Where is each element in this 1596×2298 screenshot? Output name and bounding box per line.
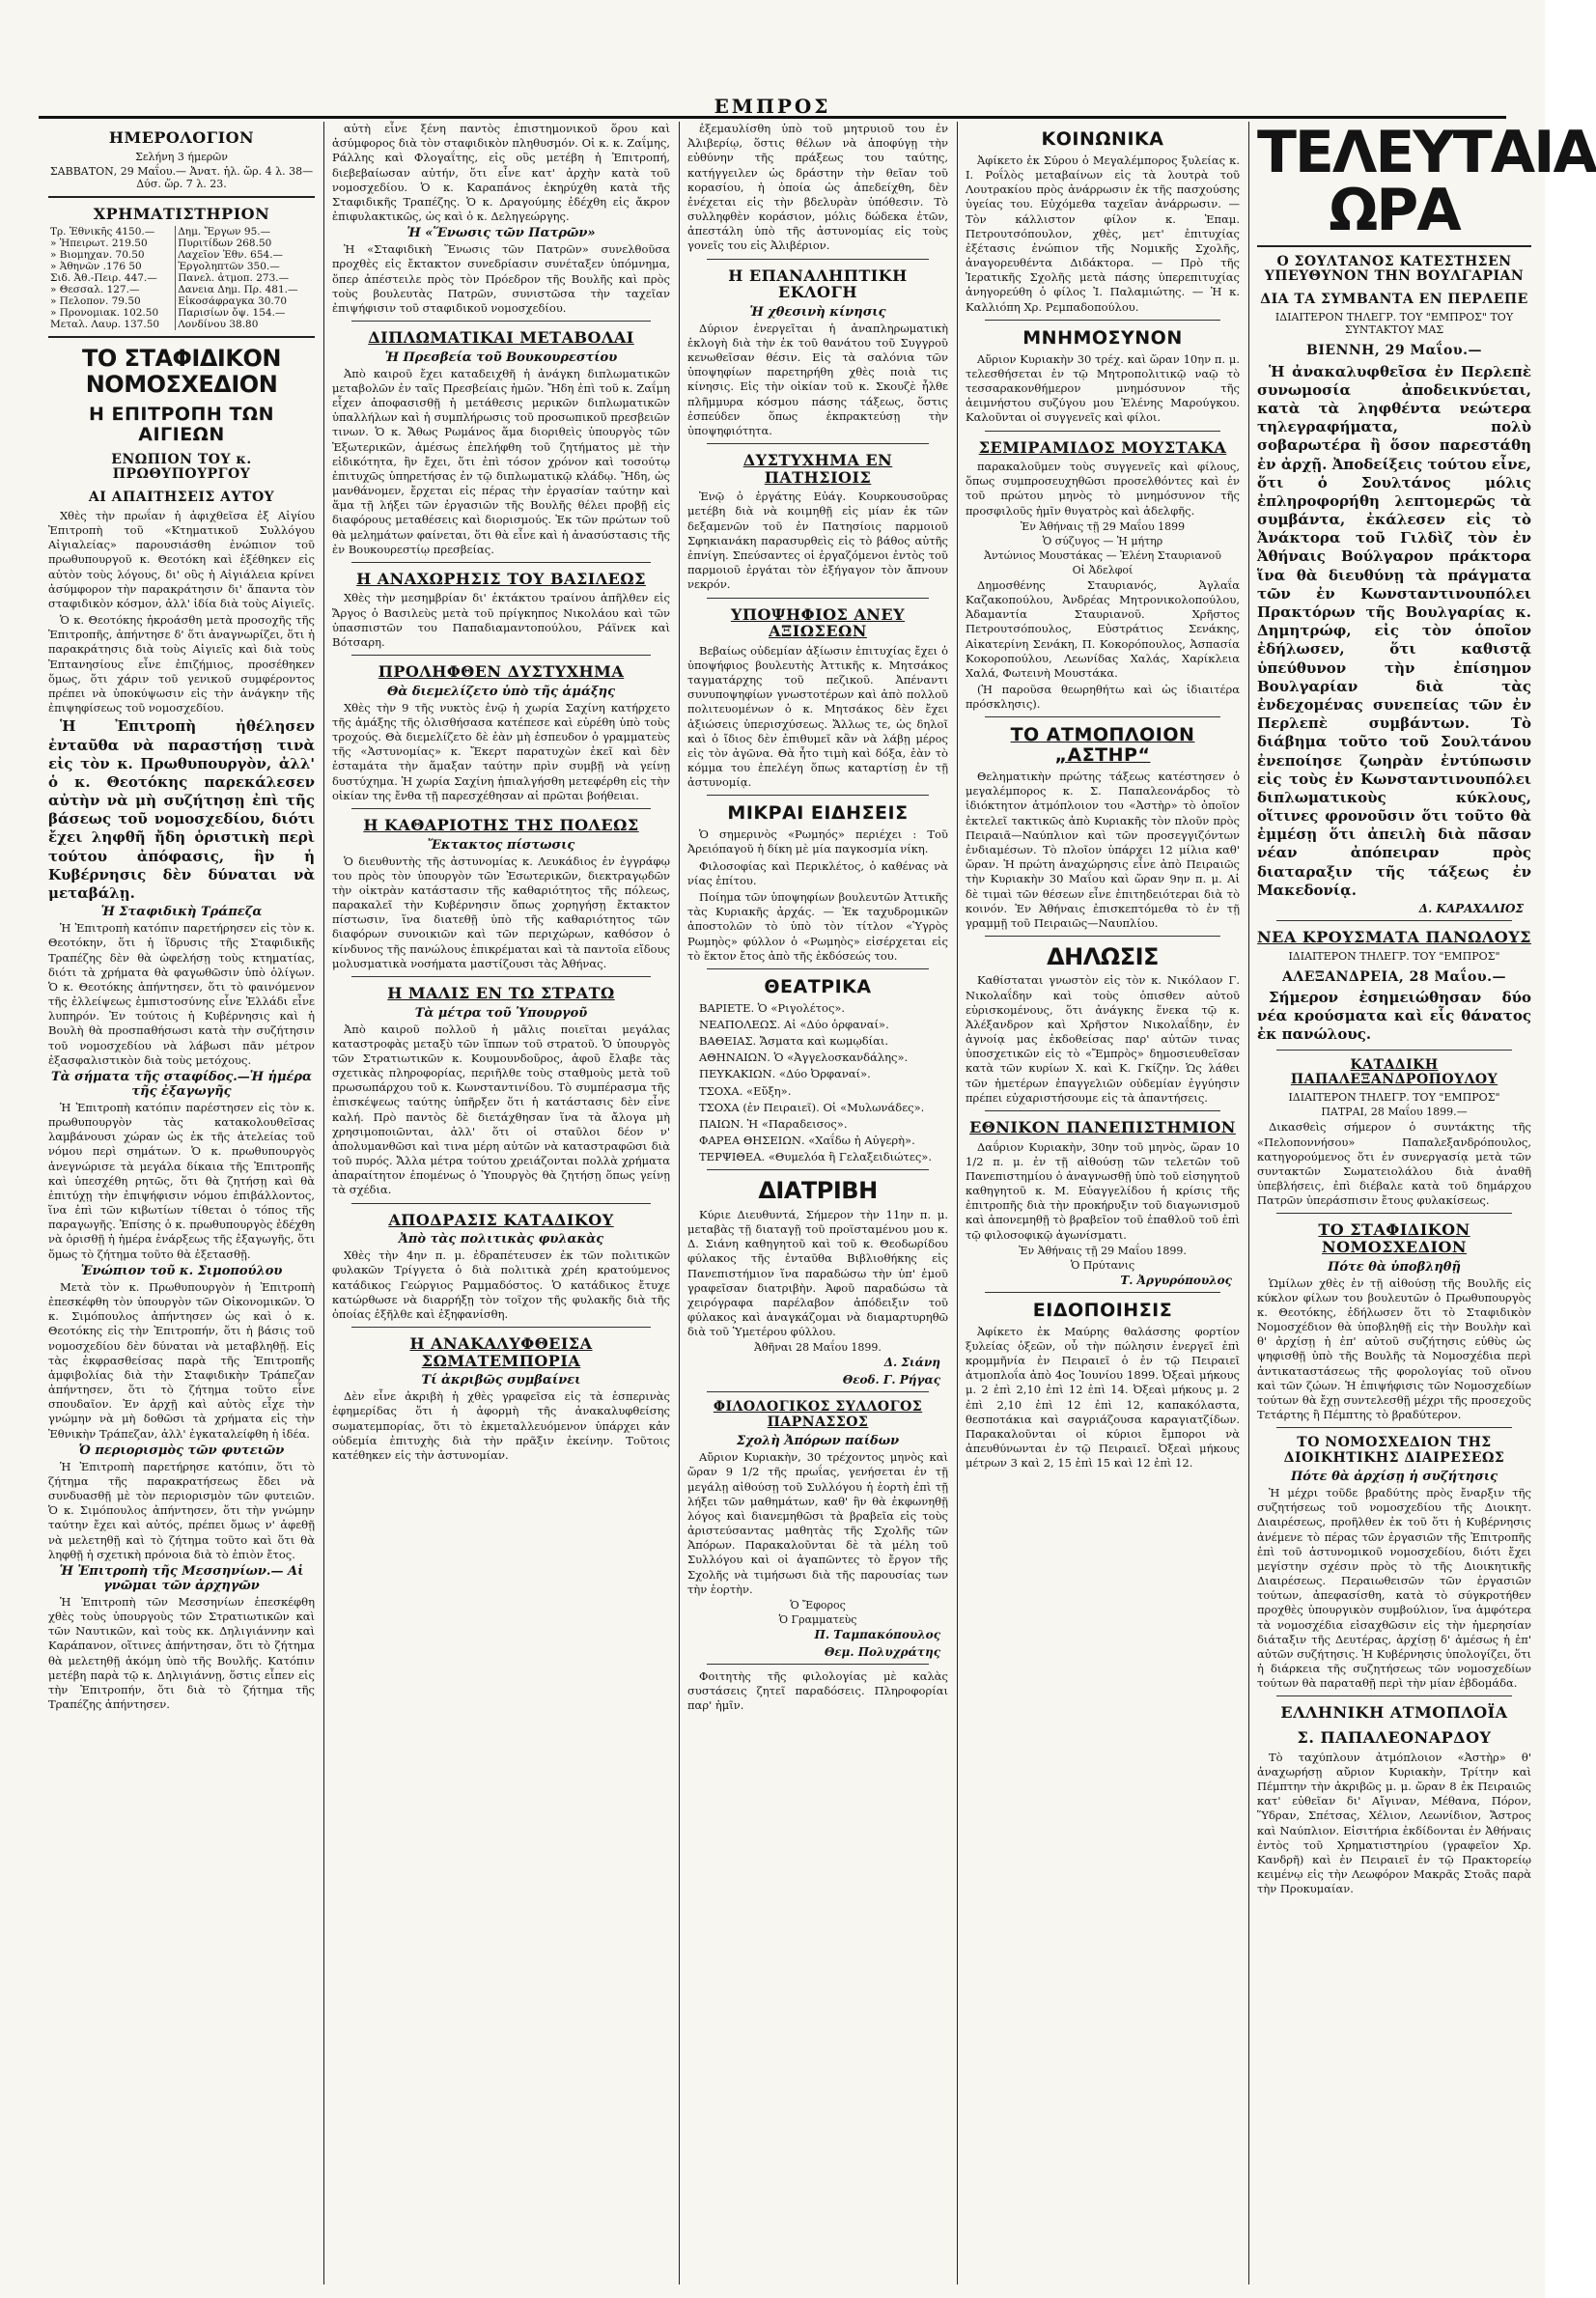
- article-subheadline: Πότε θὰ ὑποβληθῇ: [1328, 1259, 1461, 1275]
- article-paragraph: Ἐνῷ ὁ ἐργάτης Εὐάγ. Κουρκουσοῦρας μετέβη διὰ νὰ κοιμηθῇ εἰς μίαν ἐκ τῶν δεξαμενῶν τοῦ ἐν Πατησίοις παρμοιοῦ Σφηκιανάκη παρασυρθεὶς εἰς τὸ βάθος αὐτῆς ἐπνίγη. Σπεύσαντες οἱ ἐργαζόμενοι ἐντὸς τοῦ παρμοιοῦ ἐργάται τὸν ἐξήγαγον τὸν ἄπνουν νεκρόν.: [687, 490, 948, 592]
- article-subheadline: Ἀπὸ τὰς πολιτικὰς φυλακὰς: [398, 1232, 604, 1247]
- exchange-cell: Μεταλ. Λαυρ. 137.50: [48, 319, 176, 330]
- article-subheadline: Πότε θὰ ἀρχίσῃ ἡ συζήτησις: [1290, 1470, 1498, 1485]
- article-paragraph: Χθὲς τὴν μεσημβρίαν δι' ἐκτάκτου τραίνου ἀπῆλθεν εἰς Ἄργος ὁ Βασιλεὺς μετὰ τοῦ πρίγκηπος Νικολάου καὶ τῶν ὑπασπιστῶν του Παπαδιαμαντοπούλου, Ράϊνεκ καὶ Βότσαρη.: [332, 591, 670, 649]
- article-headline: ΑΠΟΔΡΑΣΙΣ ΚΑΤΑΔΙΚΟΥ: [388, 1210, 614, 1229]
- article-headline: Η ΚΑΘΑΡΙΟΤΗΣ ΤΗΣ ΠΟΛΕΩΣ: [363, 815, 639, 834]
- theater-list: [687, 1001, 948, 1165]
- article-headline: ΔΙΠΛΩΜΑΤΙΚΑΙ ΜΕΤΑΒΟΛΑΙ: [368, 328, 634, 348]
- signature: Οἱ Ἀδελφοί: [1072, 563, 1134, 576]
- list-item: ΒΑΘΕΙΑΣ. Ἄσματα καὶ κωμῳδίαι.: [699, 1034, 889, 1049]
- article-headline: ΤΟ ΣΤΑΦΙΔΙΚΟΝ ΝΟΜΟΣΧΕΔΙΟΝ: [82, 345, 281, 398]
- separator: [707, 259, 929, 260]
- section-heading: Ἡ «Ἕνωσις τῶν Πατρῶν»: [406, 226, 596, 241]
- list-item: ΤΕΡΨΙΘΕΑ. «Θυμελόα ἢ Γελαξειδιώτες».: [699, 1150, 932, 1164]
- separator: [985, 936, 1220, 937]
- article-headline: Η ΑΝΑΚΑΛΥΦΘΕΙΣΑ ΣΩΜΑΤΕΜΠΟΡΙΑ: [409, 1334, 593, 1370]
- exchange-cell: » Βιομηχαν. 70.50: [48, 249, 176, 261]
- article-headline: ΤΟ ΝΟΜΟΣΧΕΔΙΟΝ ΤΗΣ ΔΙΟΙΚΗΤΙΚΗΣ ΔΙΑΙΡΕΣΕΩΣ: [1283, 1435, 1505, 1466]
- last-hour-headline: ΤΕΛΕΥΤΑΙΑ ΩΡΑ: [1257, 119, 1596, 244]
- article-paragraph: Δικασθεὶς σήμερον ὁ συντάκτης τῆς «Πελοποννήσου» Παπαλεξανδρόπουλος, κατηγορούμενος ὅτι ἐν συνεργασίᾳ μετὰ τῶν συντακτῶν Σωματειολάλου διὰ ἀναθῆ ὑπεβλήσεις, ἐπὶ διέβαλε κατὰ τοῦ δημάρχου Πατρῶν ὑπεράσπισιν ἔτους φυλακίσεως.: [1257, 1120, 1531, 1208]
- article-subheadline: ΔΙΑ ΤΑ ΣΥΜΒΑΝΤΑ ΕΝ ΠΕΡΛΕΠΕ: [1260, 291, 1528, 307]
- article-paragraph: Ἡ Ἐπιτροπὴ παρετήρησε κατόπιν, ὅτι τὸ ζήτημα τῆς παρακρατήσεως ἔδει νὰ συνδυασθῇ μὲ τὸν περιορισμὸν τῶν φυτειῶν. Ὁ κ. Σιμόπουλος ἀπήντησεν, ὅτι τὴν γνώμην ταύτην ἔχει καὶ αὐτός, πρέπει ὅμως ν' ἀφεθῇ νὰ μελετηθῇ καὶ τὸ ζήτημα τοῦτο καὶ ὅτι θὰ ληφθῇ ἡ σχετικὴ πρόνοια διὰ τὸ ἐπιὸν ἔτος.: [48, 1459, 315, 1561]
- table-row: [48, 307, 315, 319]
- exchange-cell: Πυριτίδων 268.50: [178, 238, 272, 250]
- article-subheadline: Σ. ΠΑΠΑΛΕΟΝΑΡΔΟΥ: [1297, 1728, 1492, 1748]
- article-paragraph: Ἡ Ἐπιτροπὴ τῶν Μεσσηνίων ἐπεσκέφθη χθὲς τοὺς ὑπουργοὺς τῶν Στρατιωτικῶν καὶ τῶν Ναυτικῶν, καὶ τοὺς κκ. Δηλιγιάννην καὶ Καράπανον, οἵτινες ἀπήντησαν, ὅτι τὸ ζήτημα θὰ μελετηθῇ ἀκόμη ὑπὸ τῆς Βουλῆς. Κατόπιν μετέβη παρὰ τῷ κ. Δηλιγιάννῃ, ὅστις εἶπεν εἰς τὴν Ἐπιτροπήν, ὅτι διὰ τὸ ζήτημα τῆς Τραπέζης ἀπήντησεν.: [48, 1594, 315, 1712]
- table-row: [48, 261, 315, 272]
- table-row: [48, 226, 315, 238]
- article-headline: ΣΕΜΙΡΑΜΙΔΟΣ ΜΟΥΣΤΑΚΑ: [978, 437, 1227, 457]
- list-item: ΤΣΟΧΑ. «Εὔξη».: [699, 1083, 792, 1098]
- exchange-cell: Λαχεῖον Ἐθν. 654.—: [178, 249, 284, 262]
- dateline: ΑΛΕΞΑΝΔΡΕΙΑ, 28 Μαΐου.—: [1282, 968, 1506, 985]
- separator: [351, 1327, 651, 1328]
- separator: [351, 562, 651, 563]
- article-headline: Ο ΣΟΥΛΤΑΝΟΣ ΚΑΤΕΣΤΗΣΕΝ ΥΠΕΥΘΥΝΟΝ ΤΗΝ ΒΟΥΛΓΑΡΙΑΝ: [1264, 254, 1525, 285]
- article-subheadline: Θὰ διεμελίζετο ὑπὸ τῆς ἁμάξης: [386, 684, 616, 699]
- separator: [1276, 1427, 1512, 1428]
- list-item: ΑΘΗΝΑΙΩΝ. Ὁ «Ἀγγελοσκανδάλης».: [699, 1051, 909, 1065]
- article-subheadline: Ἡ Πρεσβεία τοῦ Βουκουρεστίου: [384, 350, 618, 365]
- article-subheadline: Ἔκτακτος πίστωσις: [427, 837, 575, 853]
- article-paragraph: Βεβαίως οὐδεμίαν ἀξίωσιν ἐπιτυχίας ἔχει ὁ ὑποψήφιος βουλευτὴς Ἀττικῆς κ. Μητσάκος ταγματάρχης τοῦ πεζικοῦ. Ἀπέναντι συνυποψηφίων γνωστοτέρων καὶ ἀπὸ πολλοῦ πολιτευομένων ὁ κ. Μητσάκος δὲν ἔχει ἀξιώσεις ὑπερισχύσεως. Ἄλλως τε, ὡς δηλοῖ καὶ ὁ ἴδιος δὲν ἐπιθυμεῖ κἂν νὰ λάβῃ μέρος εἰς τὸν ἀγῶνα. Θὰ ἦτο τιμὴ καὶ δόξα, ἐὰν τὸ κόμμα του ἐπελέγη ὅπως καταρτίσῃ ἐν τῇ ἀστυνομίᾳ.: [687, 643, 948, 790]
- article-headline: ΕΙΔΟΠΟΙΗΣΙΣ: [1032, 1299, 1173, 1321]
- column-4: [960, 122, 1246, 2284]
- article-headline: ΤΟ ΣΤΑΦΙΔΙΚΟΝ ΝΟΜΟΣΧΕΔΙΟΝ: [1318, 1220, 1470, 1256]
- separator: [707, 1664, 929, 1665]
- column-divider: [679, 122, 680, 2284]
- signature: Τ. Ἀργυρόπουλος: [1120, 1273, 1232, 1287]
- exchange-cell: » Πελοπον. 79.50: [48, 295, 176, 307]
- exchange-cell: Τρ. Ἐθνικῆς 4150.—: [48, 226, 176, 238]
- telegram-source: ΙΔΙΑΙΤΕΡΟΝ ΤΗΛΕΓΡ. ΤΟΥ "ΕΜΠΡΟΣ": [1288, 949, 1500, 963]
- article-paragraph: Δὲν εἶνε ἀκριβὴ ἡ χθὲς γραφεῖσα εἰς τὰ ἑσπερινὰς ἐφημερίδας ὅτι ἡ ἀφορμὴ τῆς ἀνακαλυφθείσης σωματεμπορίας, ὅτι τὸ ἐκμεταλλευόμενον ὑπάρχει κἀν οὐδεμία ἐπιτυχὴς διὰ τὴν πρᾶξιν ἐκείνην. Τοῦτοις κατέθηκεν εἰς τὴν ἀστυνομίαν.: [332, 1389, 670, 1462]
- article-headline: ΦΙΛΟΛΟΓΙΚΟΣ ΣΥΛΛΟΓΟΣ ΠΑΡΝΑΣΣΟΣ: [713, 1399, 923, 1430]
- section-heading: Ὁ περιορισμὸς τῶν φυτειῶν: [78, 1443, 285, 1458]
- exchange-cell: Λονδίνου 38.80: [178, 319, 259, 331]
- separator: [707, 598, 929, 599]
- separator: [707, 968, 929, 969]
- column-2: [326, 122, 676, 2284]
- separator: [1257, 245, 1531, 247]
- exchange-cell: » Προνομιακ. 102.50: [48, 307, 176, 319]
- article-paragraph: Τὸ ταχύπλουν ἀτμόπλοιον «Ἀστὴρ» θ' ἀναχωρήσῃ αὔριον Κυριακὴν, Τρίτην καὶ Πέμπτην τὴν ἀκριβῶς μ. μ. ὥραν 8 ἐκ Πειραιῶς κατ' εὐθεῖαν δι' Αἴγιναν, Μέθανα, Πόρον, Ὕδραν, Σπέτσας, Χέλιον, Λεωνίδιον, Ἄστρος καὶ Ναύπλιον. Εἰσιτήρια ἐκδίδονται ἐν Ἀθήναις ἐντὸς τοῦ Χρηματιστηρίου (γραφεῖον Χρ. Κανδρῆ) καὶ ἐν Πειραιεῖ ἐν τῷ Πρακτορείῳ κειμένῳ εἰς τὴν Λεωφόρον Μακρᾶς Στοᾶς παρὰ τὴν Προκυμαίαν.: [1257, 1750, 1531, 1896]
- article-paragraph: παρακαλοῦμεν τοὺς συγγενεῖς καὶ φίλους, ὅπως συμπροσευχηθῶσι προσελθόντες καὶ ἐν τοῦ πρώτου μηνὸς τὸ μνημόσυνον τῆς προσφιλοῦς ἡμῖν θυγατρὸς καὶ ἀδελφῆς.: [966, 460, 1240, 518]
- article-paragraph: Σήμερον ἐσημειώθησαν δύο νέα κρούσματα καὶ εἷς θάνατος ἐκ πανώλους.: [1257, 988, 1531, 1044]
- dateline: ΠΑΤΡΑΙ, 28 Μαΐου 1899.—: [1321, 1106, 1468, 1119]
- column-5: [1251, 119, 1596, 2284]
- article-paragraph: Δύριον ἐνεργεῖται ἡ ἀναπληρωματικὴ ἐκλογὴ διὰ τὴν ἐκ τοῦ θανάτου τοῦ Συγγροῦ κενωθεῖσαν θέσιν. Εἰς τὰ σαλόνια τῶν ὑποψηφίων παρετηρήθη χθὲς ποιὰ τις κίνησις. Εἰς τὴν οἰκίαν τοῦ κ. Σκουζὲ ἦλθε πλῆμμυρα κόσμου πάσης τάξεως, ὅστις ἐσπεύδεν ὅπως ἐκπρακτεύσῃ τὴν ὑποψηφιότητα.: [687, 321, 948, 437]
- article-paragraph: Κύριε Διευθυντά, Σήμερον τὴν 11ην π. μ. μεταβὰς τῇ διαταγῇ τοῦ προϊσταμένου μου κ. Δ. Σιάνη καθηγητοῦ καὶ τοῦ κ. Θεοδωρίδου φύλακος τῆς ἐνταῦθα Βιβλιοθήκης εἰς Πανεπιστήμιον ἵνα παραδώσω τὴν ὑπ' ἐμοῦ γραφεῖσαν διατριβὴν. Ἀφοῦ παραδώσω τὰ χειρόγραφα παρέλαβον ἀπόδειξιν τοῦ φύλακος καὶ ἀναγκάζομαι νὰ διαμαρτυρηθῶ διὰ τοῦ Ὑμετέρου φύλλου.: [687, 1207, 948, 1339]
- article-paragraph: Ὁ κ. Θεοτόκης ἠκροάσθη μετὰ προσοχῆς τῆς Ἐπιτροπῆς, ἀπήντησε δ' ὅτι ἀναγνωρίζει, ὅτι ἡ παρακράτησις διὰ τοὺς Αἰγιεῖς καὶ διὰ τοὺς Ἐπτανησίους εἶνε ἐπιζήμιος, προσέθηκεν ὅμως, ὅτι χάριν τοῦ γενικοῦ συμφέροντος πρέπει νὰ ὑποκύψωσιν εἰς τὴν ἀνάγκην τῆς ἐπιψηφίσεως τοῦ νομοσχεδίου.: [48, 613, 315, 715]
- article-paragraph: Δαΰριον Κυριακὴν, 30ην τοῦ μηνὸς, ὥραν 10 1/2 π. μ. ἐν τῇ αἰθούσῃ τῶν τελετῶν τοῦ Πανεπιστημίου ὁ ἀναγνωσθῇ ὑπὸ τοῦ εἰσηγητοῦ καθηγητοῦ κ. Μ. Εὐαγγελίδου ἡ κρίσις τῆς ἐπιτροπῆς διὰ τὴν προκήρυξιν τοῦ διαγωνισμοῦ καὶ ἀπονεμηθῇ τὸ βραβεῖον τοῦ ἐπαθλοῦ τοῦ ἐπὶ τῷ φιλοσοφικῷ ἀγωνίσματι.: [966, 1139, 1240, 1242]
- classified-ad: Φοιτητὴς τῆς φιλολογίας μὲ καλὰς συστάσεις ζητεῖ παραδόσεις. Πληροφορίαι παρ' ἡμῖν.: [687, 1668, 948, 1713]
- signature: Ὁ Πρύτανις: [1070, 1258, 1135, 1272]
- article-headline: ΥΠΟΨΗΦΙΟΣ ΑΝΕΥ ΑΞΙΩΣΕΩΝ: [730, 604, 906, 641]
- table-row: [48, 284, 315, 295]
- list-item: ΠΕΥΚΑΚΙΩΝ. «Δύο Ὀρφαναί».: [699, 1067, 871, 1081]
- article-headline: ΔΗΛΩΣΙΣ: [1047, 943, 1159, 971]
- list-item: ΦΑΡΕΑ ΘΗΣΕΙΩΝ. «Χαΐδω ἡ Αὐγερὴ».: [699, 1134, 915, 1148]
- article-subheadline: Η ΕΠΙΤΡΟΠΗ ΤΩΝ ΑΙΓΙΕΩΝ: [89, 403, 274, 445]
- table-row: [48, 238, 315, 249]
- ephemeris-line: Σελήνη 3 ήμερῶν: [135, 150, 228, 163]
- article-paragraph: Ἀπὸ καιροῦ ἔχει καταδειχθῆ ἡ ἀνάγκη διπλωματικῶν μεταβολῶν ἐν ταῖς Πρεσβείαις ἡμῶν. Ἤδη ἐπὶ τοῦ κ. Ζαΐμη εἶχεν ἀποφασισθῇ ἡ μετάθεσις μερικῶν διπλωματικῶν ὑπαλλήλων καὶ ἡ συμπλήρωσις τοῦ προσωπικοῦ πρεσβειῶν τινων. Ὁ κ. Ἄθως Ρωμάνος ἅμα διοριθεὶς ὑπουργὸς τῶν Ἐξωτερικῶν, ἀμέσως ἐπελήφθη τοῦ ζητήματος μὲ τὴν εἰδικότητα, ἣν ἔχει, ὅτι ἐπὶ τόσον χρόνον καὶ τοσούτῳ ἐπιτυχῶς ὑπηρετήσας ἐν τῷ διπλωματικῷ κλάδῳ. Ἤδη, ὡς μανθάνομεν, ἔρχεται εἰς πέρας τὴν ἐργασίαν ταύτην καὶ ἅμα τῇ λήξει τῶν ἐργασιῶν τῆς Βουλῆς θέλει προβῇ εἰς διαφόρους μεταθέσεις καὶ διορισμούς. Ἐκ τῶν πρώτων τοῦ θὰ μελημάτων φαίνεται, ὅτι θὰ εἶνε καὶ ἡ ἀνασύστασις τῆς ἐν Βουκουρεστίῳ πρεσβείας.: [332, 366, 670, 556]
- exchange-section: [48, 206, 315, 331]
- column-divider: [323, 122, 324, 2284]
- signature: Ὁ Γραμματεὺς: [778, 1612, 857, 1626]
- column-divider: [957, 122, 958, 2284]
- ephemeris-title: ΗΜΕΡΟΛΟΓΙΟΝ: [108, 128, 255, 147]
- article-paragraph: Ὁ σημερινὸς «Ρωμηός» περιέχει : Τοῦ Ἀρειόπαγοῦ ἡ δίκη μὲ μία παγκοσμία νίκη.: [687, 827, 948, 856]
- article-paragraph: Ἡ Ἐπιτροπὴ ἠθέλησεν ἐνταῦθα νὰ παραστήσῃ τινὰ εἰς τὸν κ. Πρωθυπουργὸν, ἀλλ' ὁ κ. Θεοτόκης παρεκάλεσεν αὐτὴν νὰ μὴ συζήτησῃ ἐπὶ τῆς βάσεως τοῦ νομοσχεδίου, διότι ἔχει ληφθῆ ἤδη ὁριστικὴ περὶ τούτου ἀπόφασις, ἣν ἡ Κυβέρνησις δὲν δύναται νὰ μεταβάλῃ.: [48, 717, 315, 903]
- article-subheadline: Τὰ μέτρα τοῦ Ὑπουργοῦ: [414, 1005, 588, 1021]
- article-paragraph: Ὡμίλων χθὲς ἐν τῇ αἰθούσῃ τῆς Βουλῆς εἰς κύκλον φίλων του βουλευτῶν ὁ Πρωθυπουργὸς κ. Θεοτόκης, ἐδήλωσεν ὅτι τὸ Σταφιδικὸν Νομοσχέδιον θὰ ὑποβληθῇ εἰς τὴν Βουλὴν καὶ θ' ἀρχίσῃ ἡ ἐπ' αὐτοῦ συζήτησις εὐθὺς ὡς ψηφισθῇ ὑπὸ τῆς Βουλῆς τὰ Νομοσχέδια περὶ ἀντικαταστάσεως τῆς φορολογίας τοῦ οἴνου καὶ τῶν ζώων. Ἡ ἐπιψήφισις τῶν Νομοσχεδίων τούτων θὰ ἔχῃ συντελεσθῇ μέχρι τῆς προσεχοῦς Τετάρτης ἢ Πέμπτης τὸ βραδύτερον.: [1257, 1275, 1531, 1422]
- separator: [985, 431, 1220, 432]
- separator: [351, 976, 651, 977]
- separator: [985, 716, 1220, 717]
- article-headline: ΜΙΚΡΑΙ ΕΙΔΗΣΕΙΣ: [727, 802, 909, 825]
- raisin-bill-article: [48, 346, 315, 1712]
- exchange-cell: » Ἀθηνῶν .176 50: [48, 261, 176, 272]
- section-heading: Ἐνώπιον τοῦ κ. Σιμοπούλου: [80, 1263, 283, 1278]
- dateline: Ἀθῆναι 28 Μαΐου 1899.: [754, 1341, 882, 1355]
- signature: Ἀντώνιος Μουστάκας — Ἑλένη Σταυριανοῦ: [984, 548, 1221, 562]
- article-headline: ΕΘΝΙΚΟΝ ΠΑΝΕΠΙΣΤΗΜΙΟΝ: [969, 1117, 1236, 1136]
- exchange-table: [48, 226, 315, 330]
- article-headline: ΕΛΛΗΝΙΚΗ ΑΤΜΟΠΛΟΪΑ: [1280, 1703, 1508, 1723]
- signature: Ὁ Ἔφορος: [790, 1598, 846, 1611]
- exchange-cell: » Ἠπειρωτ. 219.50: [48, 238, 176, 249]
- exchange-cell: Παρισίων ὄψ. 154.—: [178, 307, 286, 320]
- separator: [351, 655, 651, 656]
- section-heading: Ἡ Ἐπιτροπὴ τῆς Μεσσηνίων.— Αἱ γνῶμαι τῶν ἀρχηγῶν: [59, 1563, 304, 1593]
- article-headline: Η ΑΝΑΧΩΡΗΣΙΣ ΤΟΥ ΒΑΣΙΛΕΩΣ: [356, 569, 646, 588]
- exchange-cell: Δημ. Ἔργων 95.—: [178, 226, 271, 238]
- list-item: ΒΑΡΙΕΤΕ. Ὁ «Ριγολέτος».: [699, 1000, 846, 1015]
- article-headline: Η ΕΠΑΝΑΛΗΠΤΙΚΗ ΕΚΛΟΓΗ: [728, 266, 908, 302]
- separator: [707, 1169, 929, 1170]
- dateline: ΒΙΕΝΝΗ, 29 Μαΐου.—: [1306, 343, 1482, 359]
- separator: [1276, 1695, 1512, 1696]
- column-divider: [1248, 122, 1249, 2284]
- article-paragraph: Ἡ Ἐπιτροπὴ κατόπιν παρέστησεν εἰς τὸν κ. πρωθυπουργὸν τὰς κατακολουθεῖσας λαμβάνουσι χώραν ὡς ἐκ τῆς ἀτελείας τοῦ νόμου περὶ σημάτων. Ὁ κ. πρωθυπουργὸς ἀνεγνώρισε τὰ μεγάλα δίκαια τῆς Ἐπιτροπῆς καὶ ὑπεσχέθη ρητῶς, ὅτι θὰ ζητήσῃ καὶ θὰ ἐπιτύχῃ τὴν ἐπιψήφισιν νόμου ἐπιβάλλοντος, ἵνα ἐπὶ τῶν κιβωτίων τίθεται ὁ τόπος τῆς παραγωγῆς. Ἐπίσης ὁ κ. πρωθυπουργὸς ἐδέχθη νὰ ὁρισθῇ ἡ ἡμέρα ἐνάρξεως τῆς ἐξαγωγῆς, ὅτι ὅμως τὸ ζήτημα τοῦτο θὰ ἐξετασθῇ.: [48, 1100, 315, 1261]
- separator: [707, 443, 929, 444]
- section-heading: Ἡ Σταφιδικὴ Τράπεζα: [100, 905, 263, 920]
- table-row: [48, 249, 315, 261]
- table-row: [48, 272, 315, 284]
- article-paragraph: Καθίσταται γνωστὸν εἰς τὸν κ. Νικόλαον Γ. Νικολαΐδην καὶ τοὺς ὁπισθεν αὐτοῦ εὑρισκομένους, ὅτι ἀνάγκης ἕνεκα τῷ κ. Ἀλέξανδρον καὶ Χρῆστον Νικολαΐδην, ἐν ἀγνοίᾳ μας ἐκδοθείσας παρ' αὐτῶν τινας ὑποσχετικῶν εἰς τὸ «Ἔμπρὸς» δημοσιευθεῖσαν κατὰ τῶν κυρίων Χ. καὶ Κ. Γκίζην. Ὡς λάθει τῶν ἡμετέρων ἐπαγγελιῶν οὐδεμίαν ἐγγύησιν πρέπει εὐχαριστήσουμε εἰς τὰ ἀπαντήσεις.: [966, 973, 1240, 1105]
- separator: [351, 321, 651, 322]
- separator: [1276, 1213, 1512, 1214]
- article-paragraph: Δημοσθένης Σταυριανός, Ἀγλαΐα Καζακοπούλου, Ἀνδρέας Μητρονικολοπούλου, Ἀδαμαντία Σταυριανοῦ. Χρῆστος Πετρουτσόπουλος, Εὐστράτιος Σενάκης, Αἰκατερίνη Σενάκη, Π. Κοκορόπουλος, Ἀσπασία Κοκοροπούλου, Λεωνίδας Χαλάς, Χαρίκλεια Χαλά, Φωτεινὴ Μουστάκα.: [966, 577, 1240, 680]
- article-headline: ΚΑΤΑΔΙΚΗ ΠΑΠΑΛΕΞΑΝΔΡΟΠΟΥΛΟΥ: [1290, 1056, 1498, 1087]
- article-subheadline: Σχολὴ Ἀπόρων παίδων: [736, 1434, 900, 1449]
- list-item: ΤΣΟΧΑ (ἐν Πειραιεῖ). Οἱ «Μυλωνάδες».: [699, 1100, 925, 1114]
- signature: Θεμ. Πολυχράτης: [824, 1644, 940, 1659]
- article-paragraph: Χθὲς τὴν 4ην π. μ. ἐδραπέτευσεν ἐκ τῶν πολιτικῶν φυλακῶν Τρίγγετα ὁ διὰ πολιτικὰ χρέη κρατούμενος κατάδικος Γεώργιος Ραμμαδόστος. Ὁ κατάδικος ἔτυχε κατώρθωσε νὰ διαρρήξῃ τὸν τοῖχον τῆς φυλακῆς διὰ τῆς ὁποίας ἐξῆλθε καὶ ἐξηφανίσθη.: [332, 1248, 670, 1321]
- article-paragraph: αὐτὴ εἶνε ξένη παντὸς ἐπιστημονικοῦ ὅρου καὶ ἀσύμφορος διὰ τὸν σταφιδικὸν πληθυσμόν. Οἱ κ. κ. Ζαΐμης, Ράλλης καὶ Φλογαΐτης, εἰς οὓς μετέβη ἡ Ἐπιτροπή, διεβεβαίωσαν αὐτήν, ὅτι εἶνε κατ' ἀρχὴν κατὰ τοῦ νομοσχεδίου. Ὁ κ. Καραπάνος ἐκηρύχθη κατὰ τῆς Σταφιδικῆς Τραπέζης. Ὁ κ. Δραγούμης ἐδέχθη εἰς ἄκρον ἐπιφυλακτικῶς, ὡς καὶ ὁ κ. Δεληγεώργης.: [332, 122, 670, 224]
- exchange-cell: Πανελ. ἀτμοπ. 273.—: [178, 272, 290, 285]
- article-headline: ΠΡΟΛΗΦΘΕΝ ΔΥΣΤΥΧΗΜΑ: [378, 662, 625, 682]
- article-paragraph: Ἡ μέχρι τοῦδε βραδύτης πρὸς ἔναρξιν τῆς συζητήσεως τοῦ νομοσχεδίου τῆς Διοικητ. Διαιρέσεως, προῆλθεν ἐκ τοῦ ὅτι ἡ Κυβέρνησις ἀνέμενε τὸ πέρας τῶν ἐργασιῶν τῆς Ἐπιτροπῆς ἐπὶ τοῦ ἀστυνομικοῦ νομοσχεδίου, διότι ἔχει μεγίστην σχέσιν πρὸς τὸ τῆς Διοικητικῆς Διαιρέσεως. Περαιωθεισῶν τῶν ἐργασιῶν τούτων, ἀπεφασίσθη, κατὰ τὸ σύγκροτήθεν προχθὲς ὑπουργικὸν συμβούλιον, ἵνα ἀμφότερα τὰ νομοσχέδια εἰσαχθῶσιν εἰς τὴν ἡμερησίαν διάταξιν τῆς Δευτέρας, ἀρχίσῃ δ' ἀμέσως ἡ ἐπ' αὐτῶν συζήτησις. Ἡ Κυβέρνησις ὑπολογίζει, ὅτι ἡ διάρκεια τῆς συζητήσεως τῶν νομοσχεδίων τούτων θὰ παραταθῇ περὶ τὴν μίαν ἑβδομάδα.: [1257, 1486, 1531, 1691]
- separator: [1276, 1050, 1512, 1051]
- article-paragraph: Θεληματικὴν πρώτης τάξεως κατέστησεν ὁ μεγαλέμπορος κ. Σ. Παπαλεονάρδος τὸ ἰδιόκτητον ἀτμόπλοιον του «Ἀστὴρ» τὸ ὁποῖον ἐκτελεῖ τακτικῶς ἀπὸ Κυριακῆς τὸν πλοῦν πρὸς Πειραιᾶ—Ναύπλιον καὶ τῶν προσεγγιζόντων ἐνδιαμέσων. Τὸ πλοῖον ὑπάρχει 12 μίλια καθ' ὥραν. Ἡ πρώτη ἀναχώρησις εἶνε ἀπὸ Πειραιῶς τὴν Κυριακὴν 30 Μαΐου καὶ ὥραν 9ην π. μ. Αἱ δὲ τιμαὶ τῶν θέσεων εἶνε ἐπιτηδειότεραι διὰ τὸ κοινόν. Ἐν Ἀθήναις ἐπισκεπτόμεθα τὸ ἐν τῇ γραμμῇ τοῦ Πειραιῶς—Ναυπλίου.: [966, 770, 1240, 930]
- signature: Π. Ταμπακόπουλος: [814, 1627, 940, 1641]
- separator: [985, 320, 1220, 321]
- article-paragraph: Φιλοσοφίας καὶ Περικλέτος, ὁ καθένας νὰ νίας ἐπίτου.: [687, 858, 948, 887]
- signature: Δ. Σιάνη: [883, 1356, 940, 1370]
- article-paragraph: Ποίημα τῶν ὑποψηφίων βουλευτῶν Ἀττικῆς τὰς Κυριακῆς ἀρχάς. — Ἐκ ταχυδρομικῶν ἀποστολῶν τὸ ὑπὸ τὸν τίτλον «Ὑγρὸς Ρωμηὸς» φύλλον ὁ «Ρωμηὸς» εἰσέρχεται εἰς τὸ ἕκτον ἔτος ἀπὸ τῆς ἐκδόσεώς του.: [687, 889, 948, 963]
- table-row: [48, 319, 315, 330]
- signature: Θεοδ. Γ. Ρήγας: [842, 1373, 940, 1387]
- article-headline: Η ΜΑΛΙΣ ΕΝ ΤΩ ΣΤΡΑΤΩ: [387, 983, 615, 1002]
- list-item: ΝΕΑΠΟΛΕΩΣ. Αἱ «Δύο ὀρφαναί».: [699, 1017, 889, 1031]
- ephemeris-line: ΣΑΒΒΑΤΟΝ, 29 Μαΐου.— Ἀνατ. ἡλ. ὥρ. 4 λ. 38—Δύσ. ὥρ. 7 λ. 23.: [49, 164, 314, 190]
- exchange-cell: » Θεσσαλ. 127.—: [48, 284, 176, 295]
- article-headline: ΝΕΑ ΚΡΟΥΣΜΑΤΑ ΠΑΝΩΛΟΥΣ: [1257, 928, 1531, 946]
- article-paragraph: Μετὰ τὸν κ. Πρωθυπουργὸν ἡ Ἐπιτροπὴ ἐπεσκέφθη τὸν ὑπουργὸν τῶν Οἰκονομικῶν. Ὁ κ. Σιμόπουλος ἀπήντησεν ὡς καὶ ὁ κ. Θεοτόκης εἰς τὴν Ἐπιτροπήν, ὅτι ἡ βάσις τοῦ νομοσχεδίου δὲν δύναται νὰ μεταβληθῇ. Εἰς τὰς ἐκφρασθείσας παρὰ τῆς Ἐπιτροπῆς ἀμφιβολίας διὰ τὴν Σταφιδικὴν Τράπεζαν ἀπήντησεν, ὅτι τὸ ζήτημα τοῦτο εἶνε σπουδαῖον. Ἐν ἀρχῇ καὶ αὐτὸς εἶχε τὴν γνώμην νὰ μὴ δοθῶσι τὰ χρήματα εἰς τὴν Ἐθνικὴν Τράπεζαν, ἀλλ' ἐγκαταλείφθη ἡ ἰδέα.: [48, 1279, 315, 1441]
- article-headline: ΔΙΑΤΡΙΒΗ: [758, 1177, 878, 1205]
- separator: [985, 1110, 1220, 1111]
- exchange-cell: Εἰκοσάφραγκα 30.70: [178, 295, 288, 308]
- separator: [48, 196, 315, 198]
- dateline: Ἐν Ἀθήναις τῇ 29 Μαΐου 1899: [1020, 519, 1186, 533]
- article-paragraph: Χθὲς τὴν πρωΐαν ἡ ἀφιχθεῖσα ἐξ Αἰγίου Ἐπιτροπὴ τοῦ «Κτηματικοῦ Συλλόγου Αἰγιαλείας» παρουσιάσθη ἐνώπιον τοῦ πρωθυπουργοῦ κ. Θεοτόκη καὶ ἐξέθηκεν εἰς αὐτὸν τοὺς λόγους, δι' οὓς ἡ Αἰγιάλεια κρίνει ἀσύμφορον τὴν παρακράτησιν δι' ἅπαντα τὸν σταφιδικὸν κόσμον, ἀλλ' ἰδία διὰ τοὺς Αἰγιεῖς.: [48, 508, 315, 610]
- column-1: [42, 122, 321, 2284]
- article-headline: ΜΝΗΜΟΣΥΝΟΝ: [1022, 326, 1183, 349]
- exchange-title: ΧΡΗΜΑΤΙΣΤΗΡΙΟΝ: [93, 204, 270, 223]
- article-paragraph: Χθὲς τὴν 9 τῆς νυκτὸς ἐνῷ ἡ χωρία Σαχίνη κατήρχετο τῆς ἁμάξης τῆς ὁλισθήσασα κατέπεσε καὶ εὑρέθη ὑπὸ τοὺς τροχούς. Θὰ διεμελίζετο δὲ ἐὰν μὴ ἐσπευδον ὁ γραμματεὺς τῆς «Ἀστυνομίας» κ. Ἔκερτ παρατυχὼν ἐκεῖ καὶ δὲν ἐσταμάτα τὴν ἅμαξαν ταύτην πρὶν συμβῇ νὰ γείνῃ δυστύχημα. Ἡ χωρία Σαχίνη ἠπιαλγήσθη μετεφέρθη εἰς τὴν οἰκίαν της ἔνθα τῇ παρεσχέθησαν αἱ πρῶται βοήθειαι.: [332, 700, 670, 802]
- list-item: ΠΑΙΩΝ. Ἡ «Παραδεισος».: [699, 1116, 848, 1131]
- article-paragraph: Ὁ διευθυντὴς τῆς ἀστυνομίας κ. Λευκάδιος ἐν ἐγγράφῳ του πρὸς τὸν ὑπουργὸν τῶν Ἐσωτερικῶν, διεκτραγῳδῶν τὴν οἰκτρὰν κατάστασιν τῆς καθαριότητος τῆς πόλεως, παρακαλεῖ τὴν Κυβέρνησιν ὅπως χορηγήσῃ ἔκτακτον πίστωσιν, ἵνα διατεθῇ ὑπὸ τῆς καθαριότητος τῶν διαφόρων συνοικιῶν καὶ τῶν περιχώρων, καθόσον ὁ κίνδυνος τῆς πανώλους ἐπικρέμαται καὶ τὰ παντοῖα εἴδους μολυσματικὰ νοσήματα μαστίζουσι τὰς Ἀθήνας.: [332, 854, 670, 970]
- separator: [985, 1292, 1220, 1293]
- article-subheadline: Ἡ χθεσινὴ κίνησις: [749, 304, 886, 320]
- article-headline: ΤΟ ΑΤΜΟΠΛΟΙΟΝ „ΑΣΤΗΡ“: [1010, 724, 1195, 767]
- section-heading: Τὰ σήματα τῆς σταφίδος.—Ἡ ἡμέρα τῆς ἐξαγωγῆς: [50, 1069, 313, 1099]
- article-paragraph: Ἡ Ἐπιτροπὴ κατόπιν παρετήρησεν εἰς τὸν κ. Θεοτόκην, ὅτι ἡ ἵδρυσις τῆς Σταφιδικῆς Τραπέζης δὲν θὰ ὠφελήσῃ τοὺς κτηματίας, διότι τὰ χρήματα θὰ φαγωθῶσιν ὑπὸ ὀλίγων. Ὁ κ. Θεοτόκης ἀπήντησεν, ὅτι τὸ φαινόμενον τῆς ἐλλείψεως ἐμπιστοσύνης εἶνε Ἑλλάδι εἶνε λυπηρόν. Ἐν τούτοις ἡ Κυβέρνησις καὶ ἡ Βουλὴ θὰ προσπαθήσωσι κατὰ τὴν συζήτησιν τοῦ νομοσχεδίου νὰ λάβωσι πᾶν μέτρον ἐξασφαλιστικὸν διὰ τοὺς μετόχους.: [48, 921, 315, 1067]
- signature: Δ. ΚΑΡΑΧΑΛΙΟΣ: [1418, 902, 1524, 915]
- separator: [48, 336, 315, 338]
- signature: Ὁ σύζυγος — Ἡ μήτηρ: [1042, 534, 1163, 547]
- table-row: [48, 295, 315, 307]
- article-paragraph: Ἀφίκετο ἐκ Μαύρης θαλάσσης φορτίον ξυλείας ὀξεῶν, οὗ τὴν πώλησιν ἐνεργεῖ ἐπὶ κρομμῆνία ἐν Πειραιεῖ ὁ ἐν τῷ Πειραιεῖ ἀτμοπλοΐα ἀπὸ 4ος Ἰουνίου 1899. Ὀξεαὶ μήκους μ. 2 ἐπὶ 2,10 ἐπὶ 12 ἐπὶ 14. Ὀξεαὶ μήκους μ. 2 ἐπὶ 2,10 ἐπὶ 12 ἐπὶ 12, καπακόλαστα, θεσποτάκια καὶ σαγριάζουσα καραγιατζίδων. Παρακαλοῦνται οἱ κύριοι ἔμποροι νὰ ἀπευθύνωνται ἐν τῷ Πειραιεῖ. Ὀξεαὶ μήκους μέτρων 3 καὶ 2, 15 ἐπὶ 15 καὶ 12 ἐπὶ 12.: [966, 1324, 1240, 1471]
- article-subheadline: ΕΝΩΠΙΟΝ ΤΟΥ κ. ΠΡΩΘΥΠΟΥΡΓΟΥ: [111, 451, 252, 483]
- article-subheadline: ΑΙ ΑΠΑΙΤΗΣΕΙΣ ΑΥΤΟΥ: [88, 489, 275, 505]
- article-paragraph: Ἀφίκετο ἐκ Σύρου ὁ Μεγαλέμπορος ξυλείας κ. Ι. Ροΐλὸς μεταβαίνων εἰς τὰ λουτρὰ τοῦ Λουτρακίου πρὸς ἀνάρρωσιν ἐκ τῆς πασχούσης ὑγείας του. Εὐχόμεθα ταχεῖαν ἀνάρρωσιν. — Τὸν κάλλιστον φίλον κ. Ἐπαμ. Πετρουτσόπουλον, χθὲς, μετ' ἐπιτυχίας ἐξέτασις ἐνώπιον τῆς Νομικῆς Σχολῆς, ἀναγορευθέντα Διδάκτορα. — Πρὸ τῆς Ἱερατικῆς Σχολῆς μετὰ πάσης ὑπερεπιτυχίας ἀνηγορεύθη ὁ φίλος Ἰ. Παλαμιώτης. — Ἡ κ. Καλλιόπη Χρ. Ρεμπαδοπούλου.: [966, 153, 1240, 314]
- separator: [1276, 920, 1512, 921]
- exchange-cell: Σιδ. Ἀθ.-Πειρ. 447.—: [48, 272, 176, 284]
- article-paragraph: ἐξεμαυλίσθη ὑπὸ τοῦ μητρυιοῦ του ἐν Ἀλιβερίῳ, ὅστις θέλων νὰ ἀποφύγῃ τὴν εὐθύνην τῆς πράξεως του ταύτης, κατήγγειλεν ὡς δράστην τὴν θεῖαν τοῦ κορασίου, ἡ ὁποία ὡς ἀπεδείχθη, δὲν ἐνέχεται εἰς τὴν βδελυρὰν ὑπόθεσιν. Τὸ συλληφθὲν κοράσιον, μόλις δώδεκα ἐτῶν, ἀπεστάλη ὑπὸ τῆς ἀστυνομίας εἰς τοὺς γονεῖς του εἰς Ἀλιβέριον.: [687, 122, 948, 253]
- article-headline: ΚΟΙΝΩΝΙΚΑ: [1041, 128, 1164, 150]
- article-paragraph: Αὔριον Κυριακὴν, 30 τρέχοντος μηνὸς καὶ ὥραν 9 1/2 τῆς πρωΐας, γενήσεται ἐν τῇ μεγάλῃ αἰθούσῃ τοῦ Συλλόγου ἡ ἑορτὴ ἐπὶ τῇ λήξει τῶν μαθημάτων, καθ' ἣν θὰ ἐκφωνηθῇ λόγος καὶ διανεμηθῶσι τὰ βραβεῖα εἰς τοὺς ἀριστεύσαντας μαθητὰς τῆς Σχολῆς τῶν Ἀπόρων. Παρακαλοῦνται δὲ τὰ μέλη τοῦ Συλλόγου καὶ οἱ ἀγαπῶντες τὸ ἔργον τῆς Σχολῆς νὰ τιμήσωσι διὰ τῆς παρουσίας των τὴν ἑορτὴν.: [687, 1450, 948, 1596]
- article-paragraph: Ἀπὸ καιροῦ πολλοῦ ἡ μᾶλις ποιεῖται μεγάλας καταστροφὰς μεταξὺ τῶν ἵππων τοῦ στρατοῦ. Ὁ ὑπουργὸς τῶν Στρατιωτικῶν κ. Κουμουνδοῦρος, ἀφοῦ ἔλαβε τὰς σχετικὰς πληροφορίας, περιῆλθε τοὺς σταθμοὺς μετὰ τοῦ πρωσωπάρχου τοῦ κ. Κωνσταντινίδου. Τὸ συμπέρασμα τῆς ἐπισκέψεως ταύτης ὑπῆρξεν ὅτι ἡ κατάστασις δὲν εἶνε καλή. Πρὸ παντὸς δὲ διετάχθησαν ἵνα τὰ ἄλογα μὴ χρησιμοποιῶνται, ἀλλ' ὅτι οἱ σταῦλοι δέον ν' ἀπολυμανθῶσι καὶ τινα μέρη αὐτῶν νὰ καταστραφῶσι διὰ τοῦ πυρός. Ἄλλα μέτρα τούτου χρειάζονται πολλὰ χρήματα ἀπαραίτητον ἐπομένως ὁ Ὑπουργὸς θὰ ζητήσῃ ὅπως γείνῃ τὰ σχέδια.: [332, 1022, 670, 1197]
- telegram-source: ΙΔΙΑΙΤΕΡΟΝ ΤΗΛΕΓΡ. ΤΟΥ "ΕΜΠΡΟΣ": [1288, 1091, 1500, 1105]
- separator: [707, 1391, 929, 1392]
- ephemeris-section: [48, 129, 315, 190]
- exchange-cell: Δανεια Δημ. Πρ. 481.—: [178, 284, 298, 296]
- article-subheadline: Τί ἀκριβῶς συμβαίνει: [421, 1373, 581, 1388]
- column-3: [682, 122, 954, 2284]
- separator: [351, 808, 651, 809]
- article-paragraph: (Ἡ παροῦσα θεωρηθήτω καὶ ὡς ἰδιαιτέρα πρόσκλησις).: [966, 683, 1240, 712]
- masthead-title: ΕΜΠΡΟΣ: [714, 95, 831, 118]
- separator: [707, 795, 929, 796]
- separator: [351, 1203, 651, 1204]
- exchange-cell: Ἐργοληπτῶν 350.—: [178, 261, 280, 273]
- masthead: [0, 0, 1545, 120]
- article-paragraph: Ἡ ἀνακαλυφθεῖσα ἐν Περλεπὲ συνωμοσία ἀποδεικνύεται, κατὰ τὰ ληφθέντα νεώτερα τηλεγραφήματα, πολὺ σοβαρωτέρα ἢ ὅσον παρεστάθη ἐν ἀρχῇ. Ἀποδείξεις τούτου εἶνε, ὅτι ὁ Σουλτάνος μόλις ἐπληροφορήθη λεπτομερῶς τὰ συμβάντα, ἐκάλεσεν εἰς τὸ Ἀνάκτορα τοῦ Γιλδὶζ τὸν ἐν Ἀθήναις Βούλγαρον πράκτορα ἵνα θὰ διευθύνῃ τὰ πράγματα τῶν ἐν Κωνσταντινουπόλει Πρακτόρων τῆς Βουλγαρίας κ. Δημητρώφ, εἰς τὸν ὁποῖον ἐδήλωσεν, ὅτι καθιστᾷ ὑπεύθυνον τὴν ἐπίσημον Βουλγαρίαν διὰ τὰς ἐνδεχομένας συνεπείας τῶν ἐν Περλεπὲ συμβάντων. Τὸ διάβημα τοῦτο τοῦ Σουλτάνου ἐνεποίησε ζωηρὰν ἐντύπωσιν εἰς τοὺς ἐν Κωνσταντινουπόλει διπλωματικοὺς κύκλους, οἵτινες φρονοῦσιν ὅτι τοῦτο θὰ ἐμμέσῃ ὅτι ἀπειλὴ διὰ πᾶσαν νέαν ἀπόπειραν πρὸς διαταραξιν τῆς τάξεως ἐν Μακεδονίᾳ.: [1257, 362, 1531, 899]
- article-headline: ΔΥΣΤΥΧΗΜΑ ΕΝ ΠΑΤΗΣΙΟΙΣ: [742, 451, 893, 487]
- article-headline: ΘΕΑΤΡΙΚΑ: [764, 975, 872, 997]
- telegram-source: ΙΔΙΑΙΤΕΡΟΝ ΤΗΛΕΓΡ. ΤΟΥ "ΕΜΠΡΟΣ" ΤΟΥ ΣΥΝΤΑΚΤΟΥ ΜΑΣ: [1274, 311, 1514, 337]
- article-paragraph: Αὔριον Κυριακὴν 30 τρέχ. καὶ ὥραν 10ην π. μ. τελεσθήσεται ἐν τῷ Μητροπολιτικῷ ναῷ τὸ τεσσαρακονθήμερον μνημόσυνον τῆς ἀειμνήστου συζύγου μου Ἑλένης Μαρούγκου. Καλοῦνται οἱ συγγενεῖς καὶ φίλοι.: [966, 351, 1240, 425]
- article-paragraph: Ἡ «Σταφιδικὴ Ἕνωσις τῶν Πατρῶν» συνελθοῦσα προχθὲς εἰς ἔκτακτον συνεδρίασιν συνέταξεν ὑπόμνημα, ὅπερ ἀπέστειλε πρὸς τὸν Πρόεδρον τῆς Βουλῆς καὶ πρὸς τοὺς βουλευτὰς Πατρῶν, συνιστῶσα τὴν ταχεῖαν ἐπιψήφισιν τοῦ σταφιδικοῦ νομοσχεδίου.: [332, 242, 670, 315]
- dateline: Ἐν Ἀθήναις τῇ 29 Μαΐου 1899.: [1019, 1244, 1187, 1257]
